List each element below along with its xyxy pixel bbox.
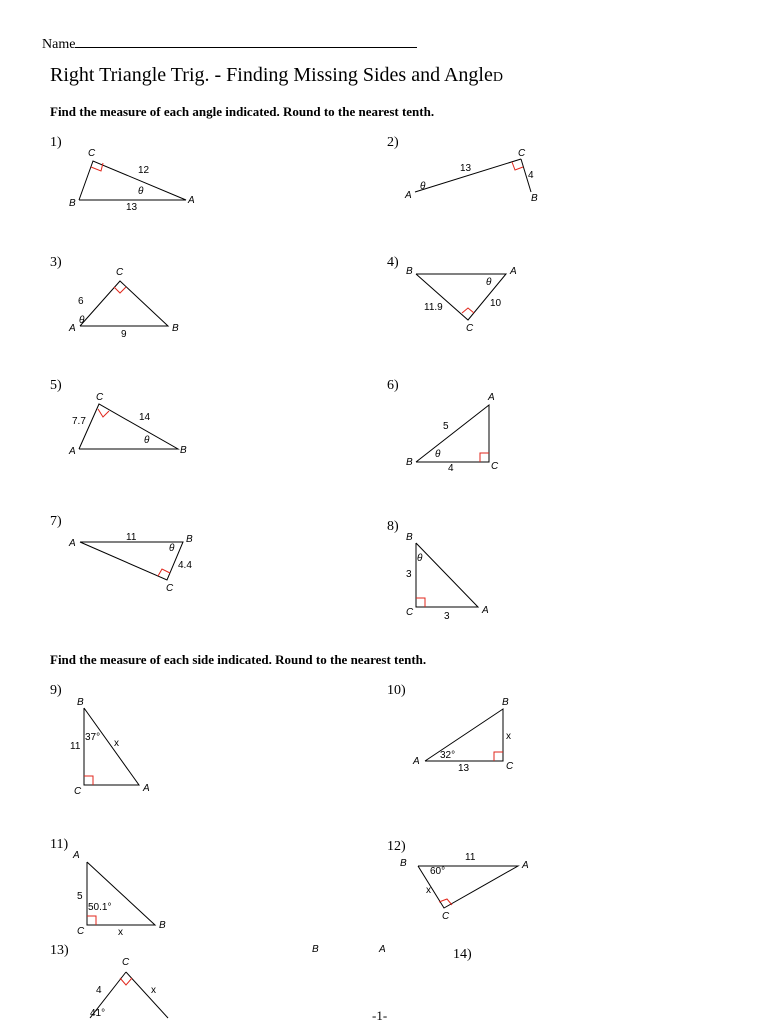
vertex-c: C	[491, 461, 499, 472]
page-number: -1-	[372, 1008, 388, 1023]
side-label: 10	[490, 298, 502, 309]
vertex-c: C	[442, 911, 450, 922]
vertex-b: B	[406, 266, 413, 277]
vertex-a: A	[522, 860, 529, 871]
side-label: 5	[443, 421, 449, 432]
vertex-a: A	[405, 190, 412, 201]
side-label: 13	[126, 202, 138, 213]
problem-13-number: 13)	[50, 943, 69, 958]
problem-4-number: 4)	[387, 255, 399, 270]
vertex-a: A	[69, 538, 76, 549]
angle-label: 50.1°	[88, 902, 112, 913]
vertex-b: B	[400, 858, 407, 869]
angle-label: θ	[420, 181, 426, 192]
vertex-b: B	[180, 445, 187, 456]
angle-label: 32°	[440, 750, 456, 761]
title-main: Right Triangle Trig. - Finding Missing Sides and Angle	[50, 64, 493, 86]
vertex-b: B	[406, 532, 413, 543]
side-label: 13	[458, 763, 470, 774]
angle-label: θ	[417, 553, 423, 564]
vertex-b: B	[77, 697, 84, 708]
problem-10-number: 10)	[387, 683, 406, 698]
problem-6-number: 6)	[387, 378, 399, 393]
side-label: 4	[96, 985, 102, 996]
vertex-c: C	[518, 148, 526, 159]
unknown-side-label: x	[426, 885, 431, 896]
vertex-c: C	[166, 583, 174, 594]
side-label: 7.7	[72, 416, 86, 427]
vertex-c: C	[88, 148, 96, 159]
vertex-c: C	[96, 392, 104, 403]
side-label: 3	[406, 569, 412, 580]
side-label: 13	[460, 163, 472, 174]
unknown-side-label: x	[151, 985, 156, 996]
vertex-b: B	[172, 323, 179, 334]
angle-label: θ	[435, 449, 441, 460]
side-ca	[126, 972, 168, 1018]
right-angle-marker	[120, 978, 132, 985]
side-label: 6	[78, 296, 84, 307]
vertex-c: C	[406, 607, 414, 618]
side-label: 11	[126, 532, 137, 543]
side-label: 12	[138, 165, 150, 176]
vertex-a: A	[73, 850, 80, 861]
vertex-b: B	[531, 193, 538, 204]
side-label: 3	[444, 611, 450, 622]
vertex-a: A	[413, 756, 420, 767]
side-label: 4	[448, 463, 454, 474]
side-label: 9	[121, 329, 127, 340]
side-label: 11	[70, 741, 81, 752]
vertex-c: C	[466, 323, 474, 334]
side-label: 5	[77, 891, 83, 902]
side-label: 11.9	[424, 302, 443, 313]
vertex-c: C	[506, 761, 514, 772]
vertex-b: B	[69, 198, 76, 209]
angle-label: θ	[79, 315, 85, 326]
problem-12-number: 12)	[387, 839, 406, 854]
vertex-b: B	[312, 944, 319, 955]
problem-14-number: 14)	[453, 947, 472, 962]
angle-label: θ	[138, 186, 144, 197]
vertex-a: A	[482, 605, 489, 616]
vertex-a: A	[510, 266, 517, 277]
side-label: 4.4	[178, 560, 192, 571]
problem-3-number: 3)	[50, 255, 62, 270]
problem-2-number: 2)	[387, 135, 399, 150]
vertex-a: A	[488, 392, 495, 403]
angle-label: θ	[486, 277, 492, 288]
problem-5-number: 5)	[50, 378, 62, 393]
title-suffix: D	[492, 70, 503, 85]
vertex-a: A	[69, 323, 76, 334]
side-label: 11	[465, 852, 476, 863]
vertex-a: A	[188, 195, 195, 206]
problem-1-number: 1)	[50, 135, 62, 150]
side-label: 14	[139, 412, 151, 423]
vertex-a: A	[143, 783, 150, 794]
unknown-side-label: x	[114, 738, 119, 749]
problem-9-number: 9)	[50, 683, 62, 698]
problem-8-number: 8)	[387, 519, 399, 534]
sides-instruction: Find the measure of each side indicated. Round to the nearest tenth.	[50, 652, 427, 667]
vertex-c: C	[116, 267, 124, 278]
problem-7-number: 7)	[50, 514, 62, 529]
vertex-a: A	[379, 944, 386, 955]
problem-11-number: 11)	[50, 837, 69, 852]
vertex-b: B	[502, 697, 509, 708]
vertex-b: B	[186, 534, 193, 545]
unknown-side-label: x	[506, 731, 511, 742]
vertex-c: C	[122, 957, 130, 968]
unknown-side-label: x	[118, 927, 123, 938]
vertex-b: B	[159, 920, 166, 931]
angle-label: 60°	[430, 866, 446, 877]
angle-label: θ	[144, 435, 150, 446]
vertex-c: C	[77, 926, 85, 937]
angle-label: θ	[169, 543, 175, 554]
angle-label: 41°	[90, 1008, 106, 1019]
vertex-b: B	[406, 457, 413, 468]
vertex-a: A	[69, 446, 76, 457]
vertex-c: C	[74, 786, 82, 797]
name-label: Name	[42, 37, 76, 52]
angle-label: 37°	[85, 732, 101, 743]
side-label: 4	[528, 170, 534, 181]
angles-instruction: Find the measure of each angle indicated. Round to the nearest tenth.	[50, 104, 435, 119]
